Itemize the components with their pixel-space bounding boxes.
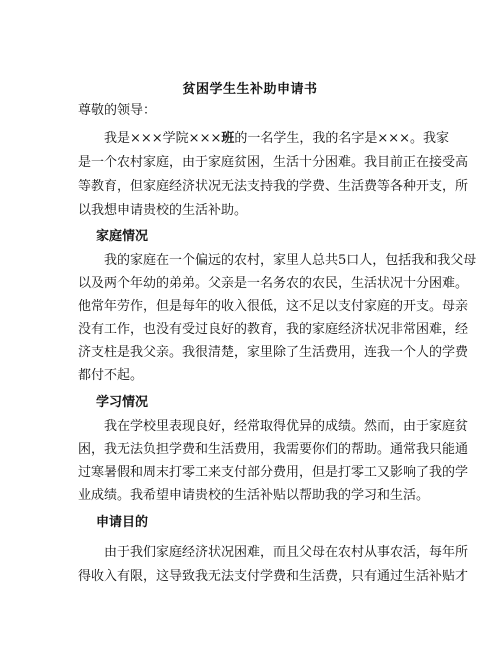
heading-family: 家庭情况 (96, 229, 149, 244)
intro-line-1-pre: 我是×××学院××× (104, 131, 222, 146)
intro-line-1 (104, 130, 450, 148)
study-line-4: 业成绩。我希望申请贵校的生活补贴以帮助我的学习和生活。 (78, 488, 430, 503)
intro-line-1-bold: 班 (221, 131, 235, 146)
document-title: 贫困学生生补助申请书 (182, 82, 318, 97)
intro-line-3: 等教育，但家庭经济状况无法支持我的学费、生活费等各种开支，所 (78, 179, 469, 194)
purpose-line-1: 由于我们家庭经济状况困难，而且父母在农村从事农活，每年所 (104, 545, 469, 560)
study-line-1: 我在学校里表现良好，经常取得优异的成绩。然而，由于家庭贫 (104, 419, 469, 434)
intro-line-1-post: 的一名学生，我的名字是×××。我家 (234, 131, 450, 146)
purpose-line-2: 得收入有限，这导致我无法支付学费和生活费，只有通过生活补贴才 (78, 569, 469, 584)
family-line-1: 我的家庭在一个偏远的农村，家里人总共5口人，包括我和我父母 (104, 253, 477, 268)
study-line-3: 过寒暑假和周末打零工来支付部分费用，但是打零工又影响了我的学 (78, 465, 469, 480)
study-line-2: 困，我无法负担学费和生活费用，我需要你们的帮助。通常我只能通 (78, 442, 469, 457)
family-line-5: 济支柱是我父亲。我很清楚，家里除了生活费用，连我一个人的学费 (78, 345, 469, 360)
family-line-4: 没有工作，也没有受过良好的教育，我的家庭经济状况非常困难，经 (78, 322, 469, 337)
intro-line-2: 是一个农村家庭，由于家庭贫困，生活十分困难。我目前正在接受高 (78, 155, 469, 170)
family-line-2: 以及两个年幼的弟弟。父亲是一名务农的农民，生活状况十分困难。 (78, 276, 469, 291)
intro-line-4: 以我想申请贵校的生活补助。 (78, 203, 248, 218)
greeting: 尊敬的领导： (78, 103, 157, 118)
heading-purpose: 申请目的 (96, 515, 149, 530)
family-line-3: 他常年劳作，但是每年的收入很低，这不足以支付家庭的开支。母亲 (78, 299, 469, 314)
heading-study: 学习情况 (96, 395, 149, 410)
family-line-6: 都付不起。 (78, 368, 144, 383)
